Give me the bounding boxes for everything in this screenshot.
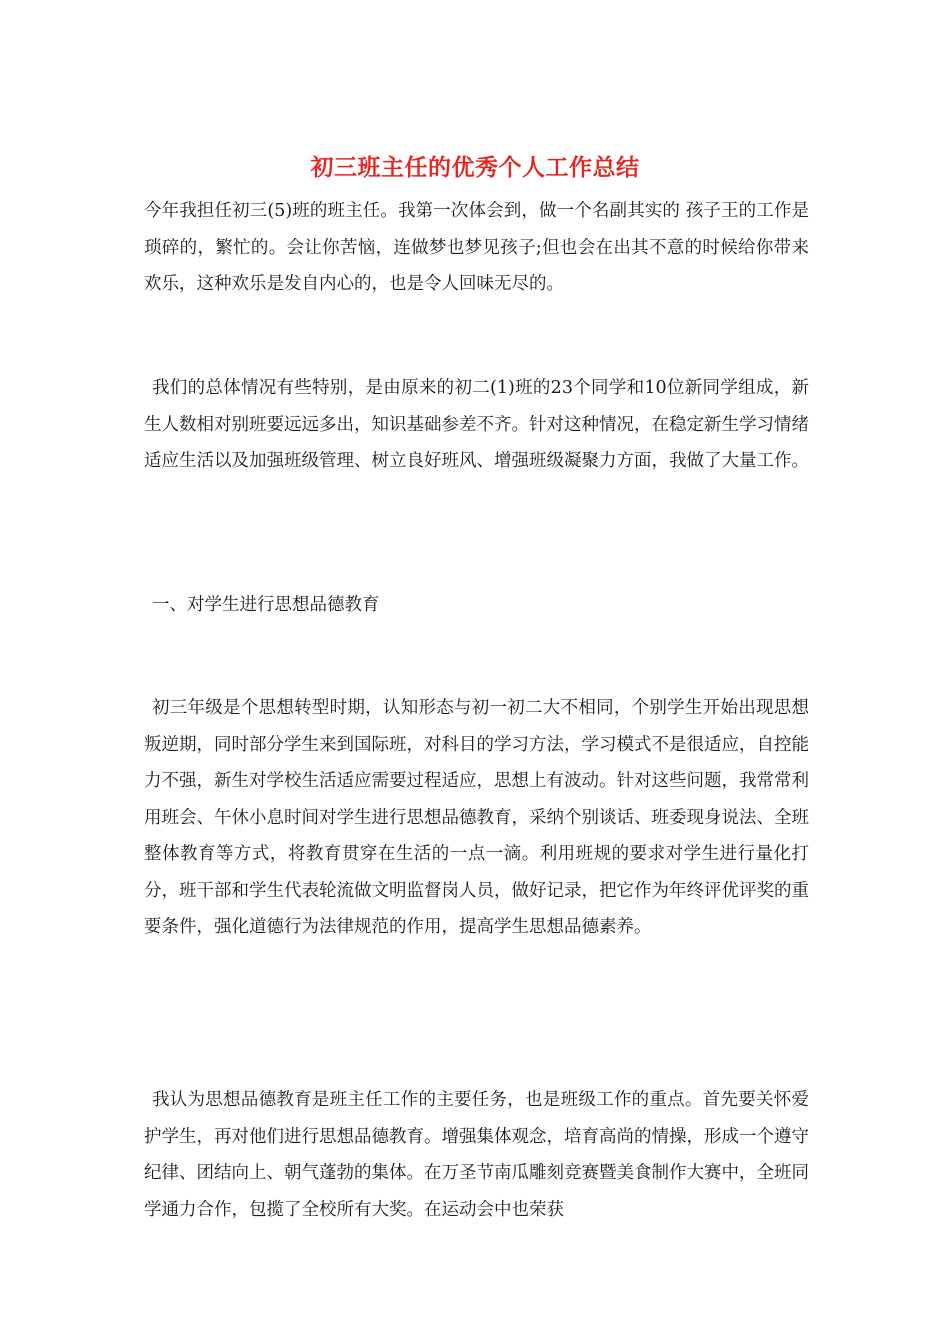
paragraph-moral-education-importance: 我认为思想品德教育是班主任工作的主要任务，也是班级工作的重点。首先要关怀爱护学生，再对他们进行思想品德教育。增强集体观念，培育高尚的情操，形成一个遵守纪律、团结向上、朝气蓬勃的集体。在万圣节南瓜雕刻竞赛暨美食制作大赛中，全班同学通力合作，包揽了全校所有大奖。在运动会中也荣获 <box>144 1090 809 1220</box>
paragraph-intro: 今年我担任初三(5)班的班主任。我第一次体会到，做一个名副其实的 孩子王的工作是琐碎的，繁忙的。会让你苦恼，连做梦也梦见孩子;但也会在出其不意的时候给你带来欢乐，这种欢乐是发自内心的，也是令人回味无尽的。 <box>144 201 809 294</box>
paragraph-class-situation: 我们的总体情况有些特别，是由原来的初二(1)班的23个同学和10位新同学组成，新生人数相对别班要远远多出，知识基础参差不齐。针对这种情况，在稳定新生学习情绪适应生活以及加强班级管理、树立良好班风、增强班级凝聚力方面，我做了大量工作。 <box>144 378 809 471</box>
document-title: 初三班主任的优秀个人工作总结 <box>310 154 640 181</box>
section-heading-moral-education: 一、对学生进行思想品德教育 <box>152 595 380 615</box>
paragraph-moral-education-details: 初三年级是个思想转型时期，认知形态与初一初二大不相同，个别学生开始出现思想叛逆期，同时部分学生来到国际班，对科目的学习方法，学习模式不是很适应，自控能力不强，新生对学校生活适应需要过程适应，思想上有波动。针对这些问题，我常常利用班会、午休小息时间对学生进行思想品德教育，采纳个别谈话、班委现身说法、全班整体教育等方式，将教育贯穿在生活的一点一滴。利用班规的要求对学生进行量化打分，班干部和学生代表轮流做文明监督岗人员，做好记录，把它作为年终评优评奖的重要条件，强化道德行为法律规范的作用，提高学生思想品德素养。 <box>144 698 809 937</box>
